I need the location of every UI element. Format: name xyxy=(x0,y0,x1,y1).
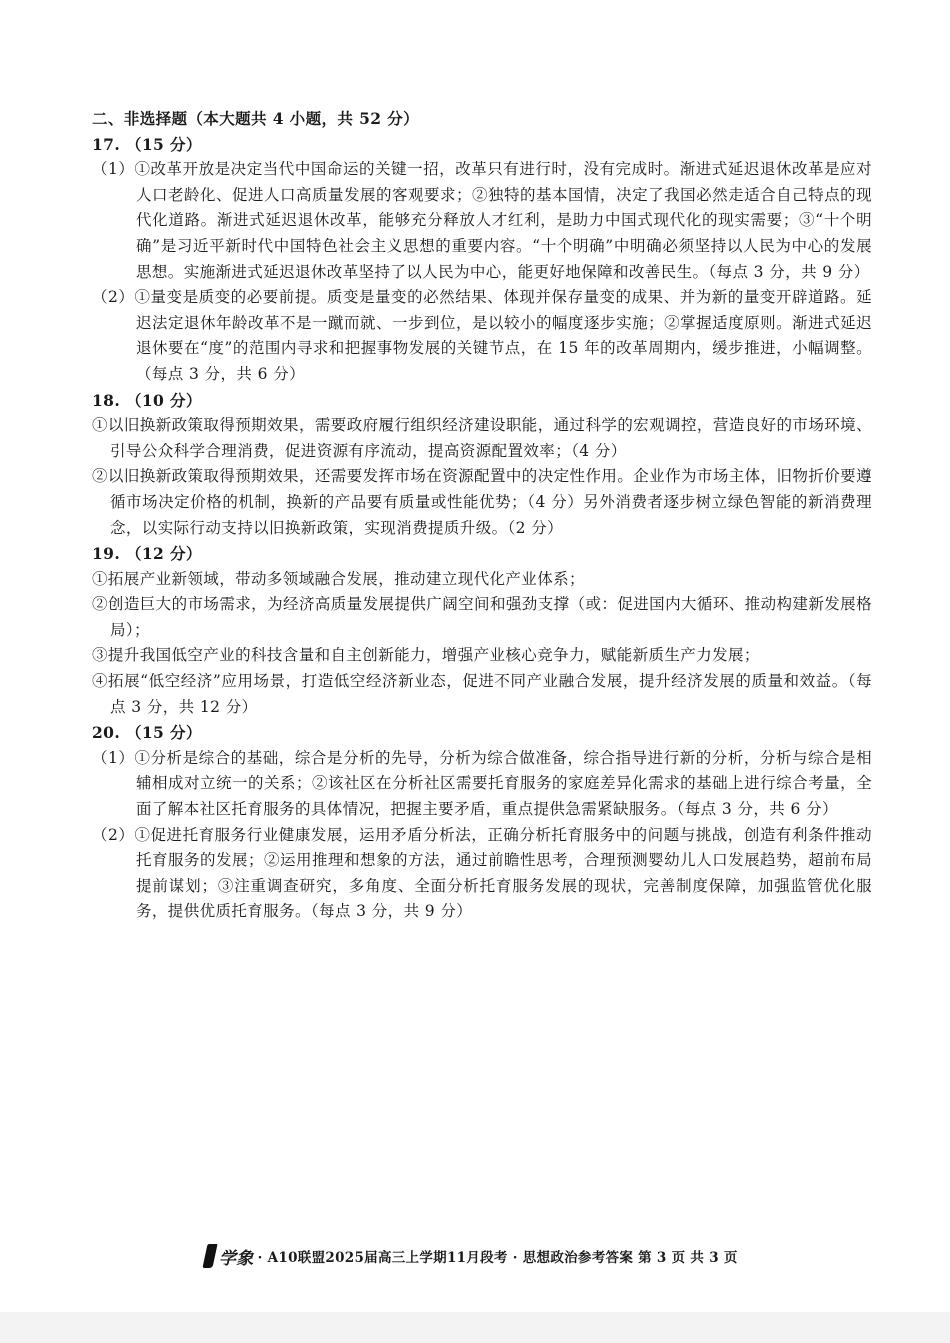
answer-item: ④拓展“低空经济”应用场景，打造低空经济新业态，促进不同产业融合发展，提升经济发展的质量和效益。（每点 3 分，共 12 分） xyxy=(92,672,872,716)
answer-item: ①以旧换新政策取得预期效果，需要政府履行组织经济建设职能，通过科学的宏观调控，营造良好的市场环境、引导公众科学合理消费，促进资源有序流动，提高资源配置效率；（4 分） xyxy=(92,416,872,460)
answer-item: （2）①促进托育服务行业健康发展，运用矛盾分析法，正确分析托育服务中的问题与挑战，创造有利条件推动托育服务的发展；②运用推理和想象的方法，通过前瞻性思考，合理预测婴幼儿人口发展趋势，超前布局提前谋划；③注重调查研究，多角度、全面分析托育服务发展的现状，完善制度保障，加强监管优化服务，提供优质托育服务。（每点 3 分，共 9 分） xyxy=(92,825,872,921)
question-head: 18. （10 分） xyxy=(92,390,202,410)
answer-item: （1）①改革开放是决定当代中国命运的关键一招，改革只有进行时，没有完成时。渐进式延迟退休改革是应对人口老龄化、促进人口高质量发展的客观要求；②独特的基本国情，决定了我国必然走适合自己特点的现代化道路。渐进式延迟退休改革，能够充分释放人才红利，是助力中国式现代化的现实需要；③“十个明确”是习近平新时代中国特色社会主义思想的重要内容。“十个明确”中明确必须坚持以人民为中心的发展思想。实施渐进式延迟退休改革坚持了以人民为中心，能更好地保障和改善民生。（每点 3 分，共 9 分） xyxy=(92,160,872,281)
answer-item: （1）①分析是综合的基础，综合是分析的先导，分析为综合做准备，综合指导进行新的分析，分析与综合是相辅相成对立统一的关系；②该社区在分析社区需要托育服务的家庭差异化需求的基础上进行综合考量，全面了解本社区托育服务的具体情况，把握主要矛盾，重点提供急需紧缺服务。（每点 3 分，共 6 分） xyxy=(92,748,872,819)
logo-mark-icon xyxy=(202,1244,217,1268)
page-footer xyxy=(205,1240,765,1272)
answer-item: ②以旧换新政策取得预期效果，还需要发挥市场在资源配置中的决定性作用。企业作为市场主体，旧物折价要遵循市场决定价格的机制，换新的产品要有质量或性能优势；（4 分）另外消费者逐步树立绿色智能的新消费理念，以实际行动支持以旧换新政策，实现消费提质升级。（2 分） xyxy=(92,467,872,537)
section-title: 二、非选择题（本大题共 4 小题，共 52 分） xyxy=(92,109,420,128)
question-20 xyxy=(92,720,872,925)
answer-content xyxy=(92,106,872,925)
answer-item: （2）①量变是质变的必要前提。质变是量变的必然结果、体现并保存量变的成果、并为新的量变开辟道路。延迟法定退休年龄改革不是一蹴而就、一步到位，是以较小的幅度逐步实施；②掌握适度原则。渐进式延迟退休要在“度”的范围内寻求和把握事物发展的关键节点，在 15 年的改革周期内，缓步推进，小幅调整。（每点 3 分，共 6 分） xyxy=(92,288,872,383)
answer-item: ③提升我国低空产业的科技含量和自主创新能力，增强产业核心竞争力，赋能新质生产力发展； xyxy=(92,646,760,665)
footer-text: · A10联盟2025届高三上学期11月段考 · 思想政治参考答案 第 3 页 共 3 页 xyxy=(257,1250,738,1266)
answer-item: ①拓展产业新领域，带动多领域融合发展，推动建立现代化产业体系； xyxy=(92,569,585,588)
question-head: 17. （15 分） xyxy=(92,134,202,154)
publisher-logo xyxy=(205,1244,254,1269)
question-head: 20. （15 分） xyxy=(92,723,202,743)
question-head: 19. （12 分） xyxy=(92,544,202,564)
question-17 xyxy=(92,132,872,388)
question-19 xyxy=(92,541,872,720)
scan-bottom-edge xyxy=(0,1312,950,1343)
question-18 xyxy=(92,388,872,542)
answer-item: ②创造巨大的市场需求，为经济高质量发展提供广阔空间和强劲支撑（或：促进国内大循环、推动构建新发展格局）； xyxy=(92,595,872,639)
logo-text: 学象 xyxy=(219,1248,254,1269)
